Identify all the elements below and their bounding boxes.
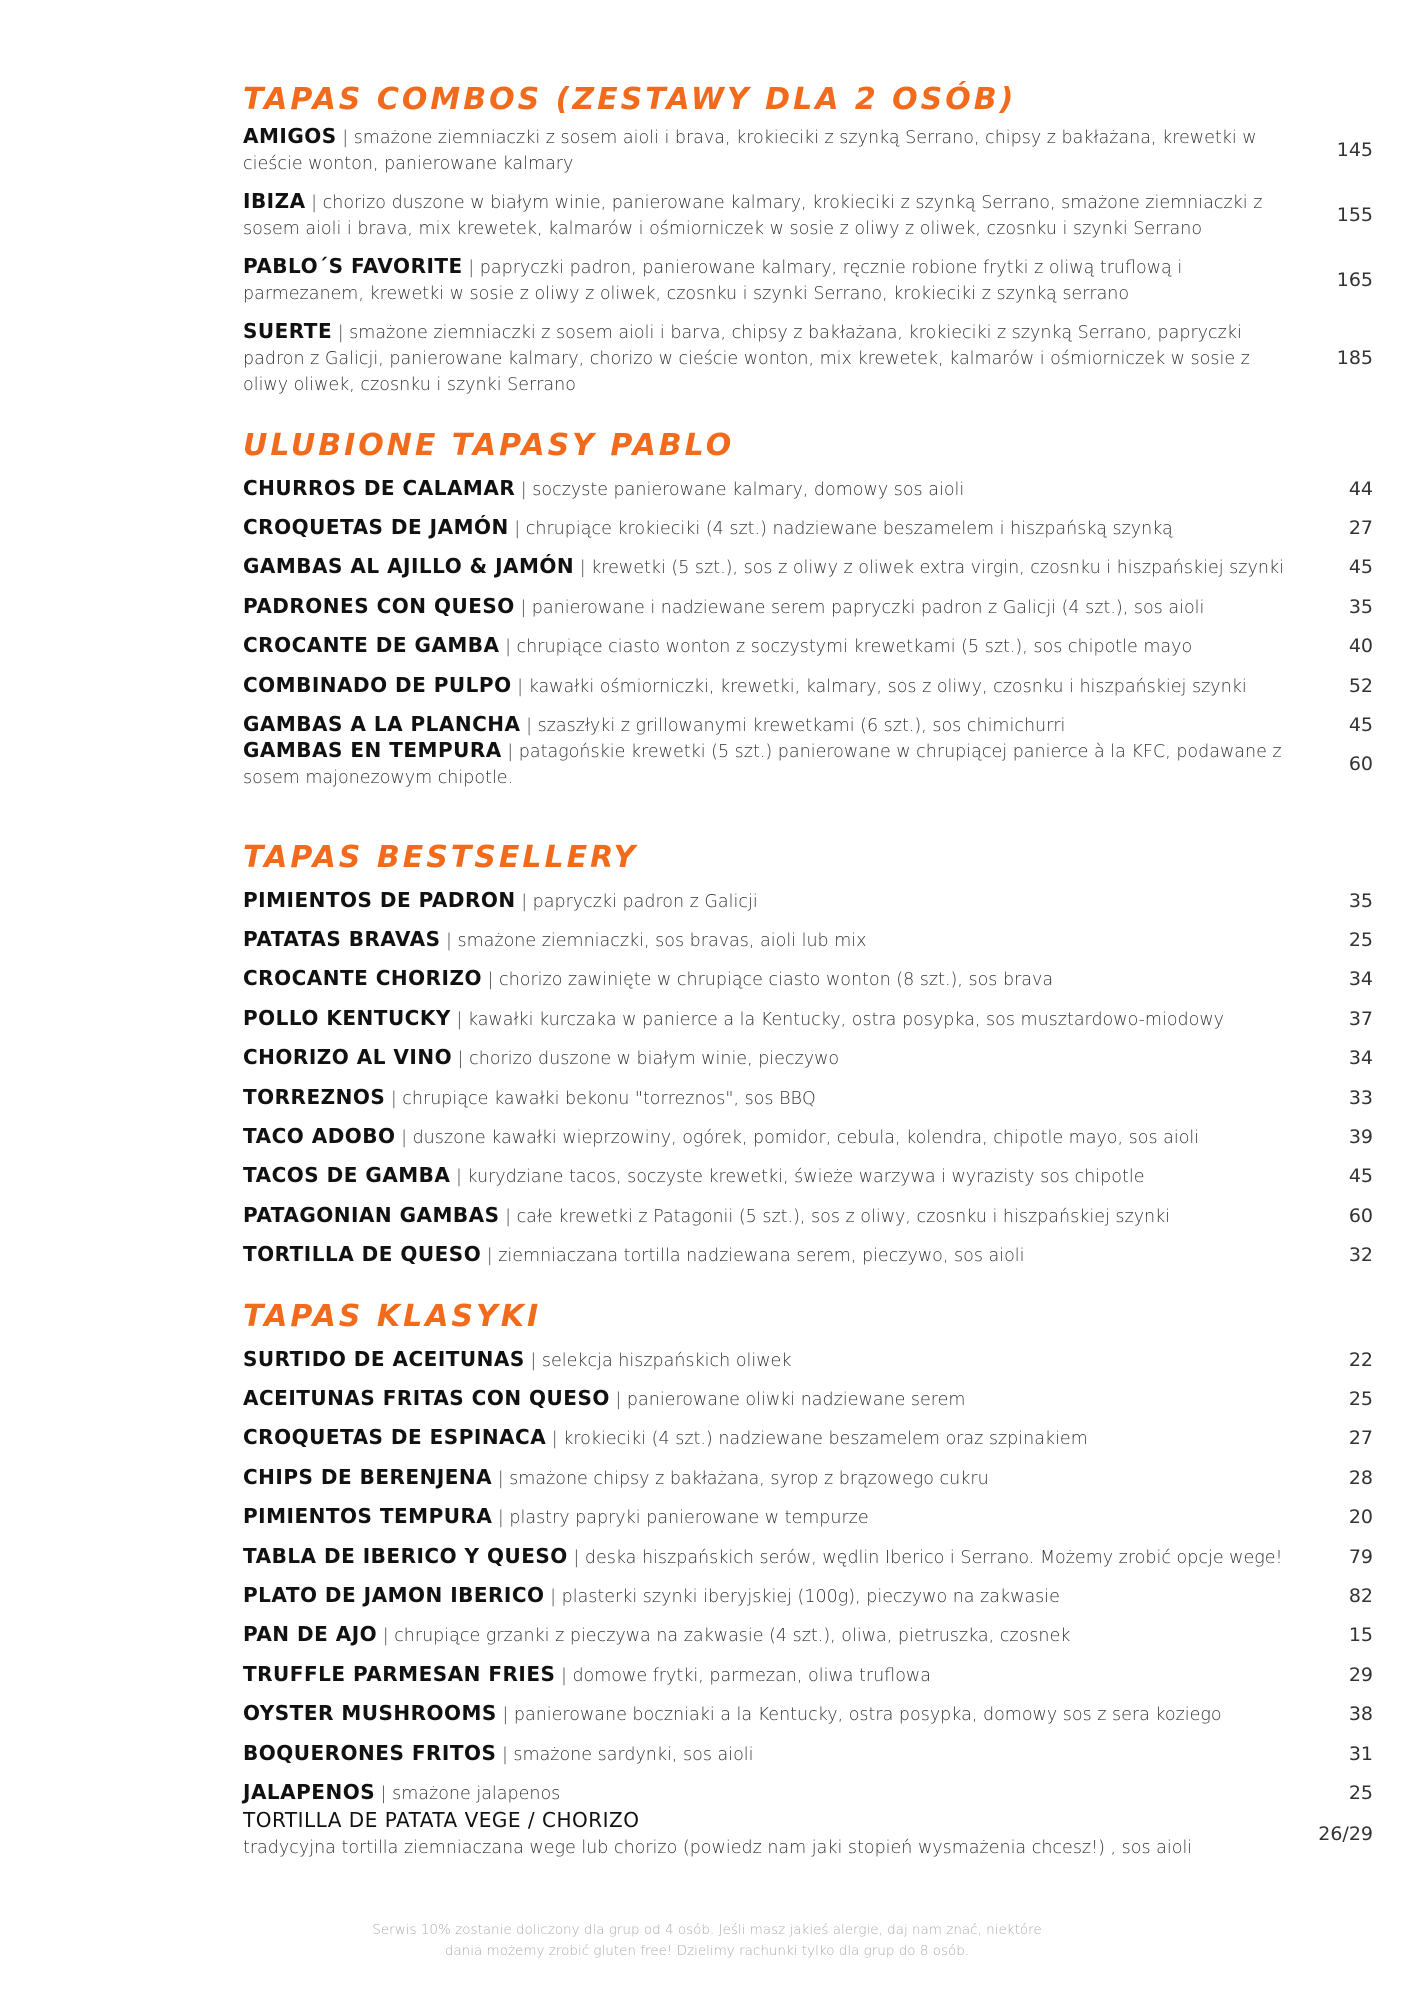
menu-item: [243, 999, 1373, 1038]
item-price: 32: [1348, 1244, 1373, 1267]
menu-item: [243, 253, 1373, 307]
section-tapas-combos: [243, 82, 1373, 409]
separator: |: [515, 891, 533, 912]
item-name: PLATO DE JAMON IBERICO: [243, 1583, 545, 1608]
item-description: kawałki ośmiorniczki, krewetki, kalmary, sos z oliwy, czosnku i hiszpańskiej szynki: [528, 676, 1247, 697]
item-description: deska hiszpańskich serów, wędlin Iberico i Serrano. Możemy zrobić opcje wege!: [584, 1547, 1283, 1568]
separator: |: [524, 1350, 542, 1371]
item-name: TORTILLA DE PATATA VEGE / CHORIZO: [243, 1808, 640, 1833]
item-price: 165: [1336, 269, 1373, 291]
separator: |: [567, 1547, 585, 1568]
menu-item: [243, 738, 1373, 789]
item-price: 60: [1348, 1204, 1373, 1227]
separator: |: [492, 1508, 510, 1529]
item-description: duszone kawałki wieprzowiny, ogórek, pomidor, cebula, kolendra, chipotle mayo, sos aioli: [412, 1128, 1200, 1149]
item-price: 145: [1336, 139, 1373, 161]
menu-item: [243, 508, 1373, 547]
menu-list: [243, 469, 1373, 789]
item-name: PATAGONIAN GAMBAS: [243, 1202, 500, 1227]
item-price: 79: [1348, 1545, 1373, 1568]
item-description: chrupiące ciasto wonton z soczystymi krewetkami (5 szt.), sos chipotle mayo: [516, 637, 1193, 658]
menu-item: [243, 666, 1373, 705]
separator: |: [499, 637, 517, 658]
item-price: 44: [1348, 477, 1373, 500]
item-description: chrupiące kawałki bekonu "torreznos", sos BBQ: [402, 1088, 816, 1109]
menu-item: [243, 1734, 1373, 1773]
item-name: PIMIENTOS DE PADRON: [243, 887, 516, 912]
item-price: 185: [1336, 347, 1373, 369]
item-description: chrupiące grzanki z pieczywa na zakwasie (4 szt.), oliwa, pietruszka, czosnek: [394, 1626, 1071, 1647]
menu-item: [243, 1078, 1373, 1117]
footer-line: dania możemy zrobić gluten free! Dzielimy rachunki tylko dla grup do 8 osób.: [444, 1943, 970, 1959]
item-price: 45: [1348, 714, 1373, 737]
menu-item: [243, 188, 1373, 242]
item-name: TORTILLA DE QUESO: [243, 1242, 482, 1267]
item-description: plasterki szynki iberyjskiej (100g), pieczywo na zakwasie: [561, 1587, 1060, 1608]
item-name: PAN DE AJO: [243, 1622, 378, 1647]
menu-item: [243, 587, 1373, 626]
item-price: 52: [1348, 674, 1373, 697]
item-description: kurydziane tacos, soczyste krewetki, świeże warzywa i wyrazisty sos chipotle: [467, 1167, 1145, 1188]
menu-item: [243, 1576, 1373, 1615]
item-name: PATATAS BRAVAS: [243, 927, 441, 952]
menu-item: [243, 1695, 1373, 1734]
item-price: 34: [1348, 1047, 1373, 1070]
section-ulubione-tapasy: [243, 428, 1373, 789]
item-description: panierowane i nadziewane serem papryczki padron z Galicji (4 szt.), sos aioli: [531, 597, 1205, 618]
item-name: TACOS DE GAMBA: [243, 1163, 451, 1188]
menu-item: [243, 1039, 1373, 1078]
item-name: CROQUETAS DE JAMÓN: [243, 515, 509, 540]
separator: |: [520, 716, 538, 737]
section-tapas-bestsellery: [243, 840, 1373, 1275]
item-name: PIMIENTOS TEMPURA: [243, 1504, 493, 1529]
item-name: CROCANTE CHORIZO: [243, 966, 483, 991]
separator: |: [555, 1665, 573, 1686]
menu-item: [243, 960, 1373, 999]
menu-item: [243, 318, 1373, 398]
separator: |: [546, 1429, 564, 1450]
separator: |: [501, 742, 519, 763]
menu-list: [243, 1340, 1373, 1813]
separator: |: [440, 931, 458, 952]
item-price: 155: [1336, 204, 1373, 226]
separator: |: [515, 479, 533, 500]
item-price: 26/29: [1318, 1823, 1373, 1846]
item-price: 33: [1348, 1086, 1373, 1109]
item-description: domowe frytki, parmezan, oliwa truflowa: [572, 1665, 931, 1686]
item-price: 35: [1348, 889, 1373, 912]
menu-item: [243, 548, 1373, 587]
item-name: TABLA DE IBERICO Y QUESO: [243, 1543, 568, 1568]
menu-item: [243, 1379, 1373, 1418]
item-description: chorizo duszone w białym winie, panierowane kalmary, krokieciki z szynką Serrano, smażone ziemniaczki z sosem aioli i brava, mix krewetek, kalmarów i ośmiorniczek w sosie z oliwy z oliwek, czosnku i szynki Serrano: [243, 193, 1263, 239]
menu-item: [243, 1157, 1373, 1196]
item-price: 27: [1348, 517, 1373, 540]
menu-item: [243, 1340, 1373, 1379]
section-title: TAPAS BESTSELLERY: [243, 840, 639, 875]
item-name: AMIGOS: [243, 124, 337, 148]
item-description: całe krewetki z Patagonii (5 szt.), sos z oliwy, czosnku i hiszpańskiej szynki: [516, 1206, 1171, 1227]
item-description: smażone chipsy z bakłażana, syrop z brązowego cukru: [509, 1468, 989, 1489]
item-name: GAMBAS EN TEMPURA: [243, 738, 502, 763]
footer-note: [0, 1920, 1414, 1962]
separator: |: [574, 558, 592, 579]
menu-list: [243, 881, 1373, 1275]
section-title: ULUBIONE TAPASY PABLO: [243, 428, 735, 463]
separator: |: [395, 1128, 413, 1149]
item-description: chorizo duszone w białym winie, pieczywo: [469, 1049, 840, 1070]
item-price: 82: [1348, 1585, 1373, 1608]
section-title: TAPAS KLASYKI: [243, 1299, 542, 1334]
menu-item: [243, 469, 1373, 508]
item-name: CHORIZO AL VINO: [243, 1045, 453, 1070]
item-description: smażone ziemniaczki, sos bravas, aioli lub mix: [457, 931, 867, 952]
menu-item: [243, 1498, 1373, 1537]
item-name: PADRONES CON QUESO: [243, 593, 515, 618]
item-name: COMBINADO DE PULPO: [243, 672, 512, 697]
separator: |: [514, 597, 532, 618]
footer-line: Serwis 10% zostanie doliczony dla grup od 4 osób. Jeśli masz jakieś alergie, daj nam znać, niektóre: [372, 1922, 1042, 1938]
item-name: GAMBAS AL AJILLO & JAMÓN: [243, 554, 575, 579]
item-name: CROCANTE DE GAMBA: [243, 633, 500, 658]
item-description: smażone jalapenos: [392, 1783, 561, 1804]
separator: |: [385, 1088, 403, 1109]
menu-item: [243, 920, 1373, 959]
item-price: 28: [1348, 1466, 1373, 1489]
item-name: JALAPENOS: [243, 1779, 376, 1804]
item-description: kawałki kurczaka w panierce a la Kentucky, ostra posypka, sos musztardowo-miodowy: [467, 1009, 1225, 1030]
item-price: 37: [1348, 1007, 1373, 1030]
section-title: TAPAS COMBOS (ZESTAWY DLA 2 OSÓB): [243, 82, 1017, 117]
item-description: panierowane oliwki nadziewane serem: [626, 1390, 966, 1411]
item-price: 25: [1348, 929, 1373, 952]
menu-item: [243, 1458, 1373, 1497]
item-price: 15: [1348, 1624, 1373, 1647]
menu-item: [243, 1655, 1373, 1694]
separator: |: [481, 1246, 499, 1267]
item-name: POLLO KENTUCKY: [243, 1005, 451, 1030]
item-name: SUERTE: [243, 319, 333, 343]
item-description: chrupiące krokieciki (4 szt.) nadziewane beszamelem i hiszpańską szynką: [525, 519, 1173, 540]
item-name: TRUFFLE PARMESAN FRIES: [243, 1661, 556, 1686]
item-name: GAMBAS A LA PLANCHA: [243, 712, 521, 737]
item-description: selekcja hiszpańskich oliwek: [541, 1350, 792, 1371]
item-name: IBIZA: [243, 189, 306, 213]
section-tapas-klasyki: [243, 1299, 1373, 1859]
item-name: CHIPS DE BERENJENA: [243, 1464, 493, 1489]
item-price: 29: [1348, 1663, 1373, 1686]
item-price: 20: [1348, 1506, 1373, 1529]
item-name: OYSTER MUSHROOMS: [243, 1701, 497, 1726]
item-price: 25: [1348, 1781, 1373, 1804]
item-price: 60: [1348, 753, 1373, 776]
menu-item: [243, 1236, 1373, 1275]
item-description: smażone ziemniaczki z sosem aioli i barva, chipsy z bakłażana, krokieciki z szynką Serrano, papryczki padron z Galicji, panierowane kalmary, chorizo w cieście wonton, mix krewetek, kalmarów i ośmiorniczek w sosie z oliwy oliwek, czosnku i szynki Serrano: [243, 323, 1250, 395]
item-price: 45: [1348, 1165, 1373, 1188]
item-name: ACEITUNAS FRITAS CON QUESO: [243, 1386, 610, 1411]
separator: |: [305, 193, 323, 213]
menu-item: [243, 1117, 1373, 1156]
menu-item: [243, 123, 1373, 177]
separator: |: [450, 1009, 468, 1030]
item-price: 22: [1348, 1348, 1373, 1371]
item-description: panierowane boczniaki a la Kentucky, ostra posypka, domowy sos z sera koziego: [513, 1705, 1222, 1726]
item-name: SURTIDO DE ACEITUNAS: [243, 1346, 525, 1371]
item-description: szaszłyki z grillowanymi krewetkami (6 szt.), sos chimichurri: [537, 716, 1066, 737]
menu-item: [243, 1537, 1373, 1576]
separator: |: [508, 519, 526, 540]
menu-item: [243, 881, 1373, 920]
item-description: soczyste panierowane kalmary, domowy sos aioli: [532, 479, 965, 500]
item-price: 35: [1348, 595, 1373, 618]
item-description: smażone ziemniaczki z sosem aioli i brava, krokieciki z szynką Serrano, chipsy z bakłażana, krewetki w cieście wonton, panierowane kalmary: [243, 128, 1257, 174]
item-name: TORREZNOS: [243, 1084, 386, 1109]
item-description: smażone sardynki, sos aioli: [513, 1744, 754, 1765]
separator: |: [452, 1049, 470, 1070]
separator: |: [450, 1167, 468, 1188]
item-description: ziemniaczana tortilla nadziewana serem, pieczywo, sos aioli: [498, 1246, 1025, 1267]
item-price: 39: [1348, 1126, 1373, 1149]
separator: |: [499, 1206, 517, 1227]
separator: |: [496, 1705, 514, 1726]
menu-list: [243, 123, 1373, 398]
item-price: 25: [1348, 1388, 1373, 1411]
item-description: krewetki (5 szt.), sos z oliwy z oliwek extra virgin, czosnku i hiszpańskiej szynki: [591, 558, 1284, 579]
item-name: TACO ADOBO: [243, 1124, 396, 1149]
item-price: 38: [1348, 1703, 1373, 1726]
item-description: chorizo zawinięte w chrupiące ciasto wonton (8 szt.), sos brava: [499, 970, 1054, 991]
item-description: krokieciki (4 szt.) nadziewane beszamelem oraz szpinakiem: [563, 1429, 1088, 1450]
separator: |: [377, 1626, 395, 1647]
separator: |: [496, 1744, 514, 1765]
item-price: 45: [1348, 556, 1373, 579]
item-description: tradycyjna tortilla ziemniaczana wege lub chorizo (powiedz nam jaki stopień wysmażenia chcesz!) , sos aioli: [243, 1838, 1193, 1859]
item-price: 31: [1348, 1742, 1373, 1765]
separator: |: [482, 970, 500, 991]
separator: |: [511, 676, 529, 697]
item-description: patagońskie krewetki (5 szt.) panierowane w chrupiącej panierce à la KFC, podawane z sosem majonezowym chipotle.: [243, 742, 1282, 789]
item-price: 27: [1348, 1427, 1373, 1450]
item-description: papryczki padron, panierowane kalmary, ręcznie robione frytki z oliwą truflową i parmezanem, krewetki w sosie z oliwy z oliwek, czosnku i szynki Serrano, krokieciki z szynką serrano: [243, 258, 1183, 304]
separator: |: [336, 128, 354, 148]
item-price: 40: [1348, 635, 1373, 658]
separator: |: [332, 323, 350, 343]
separator: |: [375, 1783, 393, 1804]
separator: |: [544, 1587, 562, 1608]
item-description: papryczki padron z Galicji: [532, 891, 758, 912]
item-name: PABLO´S FAVORITE: [243, 254, 463, 278]
item-name: BOQUERONES FRITOS: [243, 1740, 497, 1765]
menu-item: [243, 1808, 1373, 1859]
menu-item: [243, 627, 1373, 666]
item-name: CHURROS DE CALAMAR: [243, 475, 516, 500]
separator: |: [462, 258, 480, 278]
separator: |: [492, 1468, 510, 1489]
menu-item: [243, 1419, 1373, 1458]
item-description: plastry papryki panierowane w tempurze: [509, 1508, 869, 1529]
separator: |: [609, 1390, 627, 1411]
item-name: CROQUETAS DE ESPINACA: [243, 1425, 547, 1450]
item-price: 34: [1348, 968, 1373, 991]
menu-item: [243, 1196, 1373, 1235]
menu-item: [243, 1616, 1373, 1655]
